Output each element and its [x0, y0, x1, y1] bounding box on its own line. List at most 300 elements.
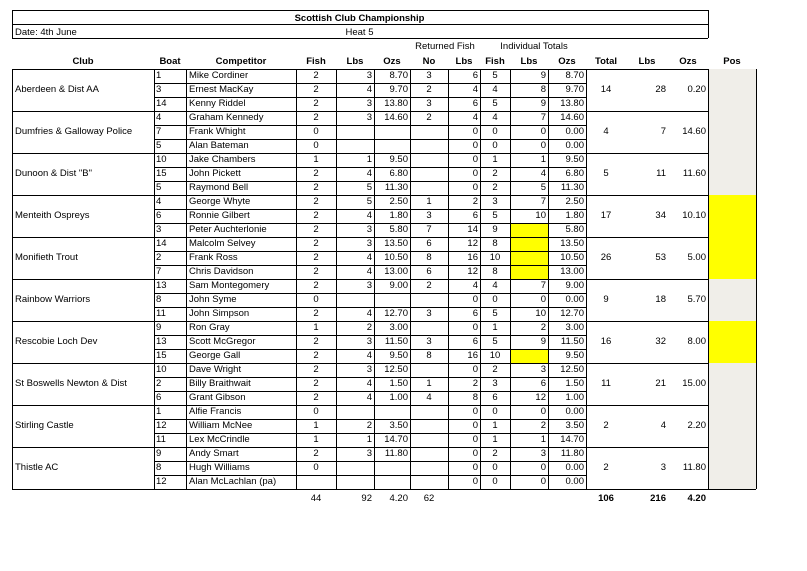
lbs-value: 3 — [366, 224, 372, 235]
pos-cell-bg — [708, 195, 756, 237]
individual-lbs: 0 — [540, 126, 546, 137]
individual-ozs: 0.00 — [565, 140, 584, 151]
club-total: 4 — [603, 126, 609, 137]
column-border — [186, 69, 187, 489]
ozs-value: 11.30 — [384, 182, 408, 193]
column-border — [480, 69, 481, 489]
returned-lbs: 6 — [472, 98, 478, 109]
boat-number: 12 — [156, 420, 167, 431]
club-total: 14 — [600, 84, 612, 95]
club-total-lbs: 53 — [655, 252, 666, 263]
individual-lbs: 0 — [540, 294, 546, 305]
competitor-name: Frank Ross — [189, 252, 238, 263]
fish-count: 1 — [313, 434, 319, 445]
row-border — [154, 335, 586, 336]
row-border — [154, 419, 586, 420]
competitor-name: John Syme — [189, 294, 237, 305]
returned-lbs: 14 — [467, 224, 478, 235]
ozs-value: 5.80 — [389, 224, 408, 235]
individual-fish: 4 — [492, 84, 498, 95]
individual-fish: 2 — [492, 168, 498, 179]
individual-fish: 10 — [489, 252, 501, 263]
right-border — [708, 10, 709, 38]
individual-ozs: 9.70 — [565, 84, 584, 95]
club-name: Monifieth Trout — [15, 252, 78, 263]
lbs-value: 4 — [366, 378, 372, 389]
returned-lbs: 8 — [472, 392, 478, 403]
row-border — [154, 433, 586, 434]
competitor-name: Alan McLachlan (pa) — [189, 476, 277, 487]
returned-count: 7 — [426, 224, 432, 235]
header-border — [12, 69, 756, 70]
club-total-lbs: 11 — [656, 168, 666, 179]
boat-number: 9 — [156, 448, 162, 459]
individual-fish: 2 — [492, 364, 498, 375]
ozs-value: 14.60 — [384, 112, 408, 123]
column-border — [154, 69, 155, 489]
competitor-name: George Whyte — [189, 196, 251, 207]
heat-border — [12, 38, 708, 39]
top-border — [12, 10, 708, 11]
fish-count: 2 — [313, 238, 319, 249]
club-total-lbs: 32 — [655, 336, 666, 347]
fish-count: 2 — [313, 196, 319, 207]
individual-lbs: 0 — [540, 140, 546, 151]
highlight-cell — [511, 266, 548, 279]
lbs-value: 4 — [366, 84, 372, 95]
returned-count: 3 — [426, 70, 432, 81]
returned-lbs: 0 — [472, 168, 478, 179]
individual-ozs: 10.50 — [560, 252, 584, 263]
returned-count: 6 — [426, 238, 432, 249]
grand-total-returned: 62 — [423, 493, 435, 504]
lbs-value: 4 — [366, 308, 372, 319]
returned-lbs: 16 — [467, 252, 478, 263]
boat-number: 4 — [156, 112, 162, 123]
club-total: 11 — [601, 378, 611, 389]
lbs-value: 3 — [366, 448, 372, 459]
lbs-value: 2 — [366, 420, 372, 431]
column-border — [448, 69, 449, 489]
club-total-lbs: 34 — [655, 210, 666, 221]
fish-count: 1 — [313, 154, 319, 165]
competitor-name: Hugh Williams — [189, 462, 250, 473]
individual-fish: 9 — [492, 224, 498, 235]
individual-fish: 3 — [492, 378, 498, 389]
left-border — [12, 10, 13, 38]
ozs-value: 10.50 — [384, 252, 408, 263]
lbs-value: 3 — [366, 336, 372, 347]
row-border — [154, 391, 586, 392]
competitor-name: John Pickett — [189, 168, 241, 179]
returned-lbs: 2 — [472, 378, 478, 389]
ozs-value: 13.00 — [384, 266, 408, 277]
ozs-value: 12.70 — [384, 308, 408, 319]
pos-cell-bg — [708, 321, 756, 363]
boat-number: 2 — [156, 252, 162, 263]
club-name: Dumfries & Galloway Police — [15, 126, 133, 137]
individual-ozs: 9.50 — [565, 350, 584, 361]
individual-fish: 5 — [492, 336, 498, 347]
returned-lbs: 6 — [472, 210, 478, 221]
returned-lbs: 12 — [467, 238, 478, 249]
individual-fish: 0 — [492, 476, 498, 487]
individual-ozs: 13.50 — [560, 238, 584, 249]
club-total: 16 — [600, 336, 612, 347]
ozs-value: 1.50 — [389, 378, 408, 389]
boat-number: 14 — [156, 238, 167, 249]
ozs-value: 1.80 — [389, 210, 408, 221]
fish-count: 0 — [313, 294, 319, 305]
fish-count: 2 — [313, 364, 319, 375]
club-total-ozs: 5.00 — [687, 252, 706, 263]
fish-count: 2 — [313, 266, 319, 277]
boat-number: 10 — [156, 364, 167, 375]
column-border — [410, 69, 411, 489]
row-border — [154, 307, 586, 308]
competitor-name: Billy Braithwait — [189, 378, 251, 389]
group-border — [12, 447, 756, 448]
returned-lbs: 6 — [472, 308, 478, 319]
individual-ozs: 3.00 — [565, 322, 584, 333]
ozs-value: 1.00 — [389, 392, 408, 403]
individual-lbs: 4 — [540, 168, 546, 179]
individual-ozs: 3.50 — [565, 420, 584, 431]
individual-fish: 4 — [492, 112, 498, 123]
club-name: Rescobie Loch Dev — [15, 336, 98, 347]
boat-number: 10 — [156, 154, 167, 165]
boat-number: 12 — [156, 476, 167, 487]
ozs-value: 9.00 — [389, 280, 408, 291]
club-total-ozs: 15.00 — [682, 378, 706, 389]
fish-count: 0 — [313, 406, 319, 417]
group-border — [12, 195, 756, 196]
lbs-value: 1 — [366, 434, 372, 445]
date-label: Date: 4th June — [15, 27, 77, 38]
lbs-value: 4 — [366, 168, 372, 179]
column-border — [510, 69, 511, 489]
row-border — [154, 139, 586, 140]
returned-lbs: 0 — [472, 126, 478, 137]
fish-count: 2 — [313, 168, 319, 179]
individual-lbs: 10 — [535, 308, 546, 319]
returned-lbs: 4 — [472, 112, 478, 123]
ozs-value: 11.50 — [384, 336, 408, 347]
returned-lbs: 0 — [472, 434, 478, 445]
boat-number: 7 — [156, 126, 162, 137]
individual-lbs: 9 — [540, 336, 546, 347]
column-header: Ozs — [558, 56, 576, 67]
ozs-value: 9.50 — [389, 154, 408, 165]
individual-ozs: 5.80 — [565, 224, 584, 235]
individual-fish: 2 — [492, 448, 498, 459]
individual-lbs: 10 — [535, 210, 546, 221]
individual-ozs: 0.00 — [565, 126, 584, 137]
club-total-ozs: 5.70 — [687, 294, 706, 305]
row-border — [154, 475, 586, 476]
boat-number: 14 — [156, 98, 167, 109]
club-total-ozs: 10.10 — [682, 210, 706, 221]
returned-count: 3 — [426, 210, 432, 221]
individual-ozs: 2.50 — [565, 196, 584, 207]
boat-number: 11 — [156, 434, 166, 445]
competitor-name: George Gall — [189, 350, 241, 361]
individual-fish: 10 — [489, 350, 501, 361]
individual-lbs: 7 — [540, 196, 546, 207]
boat-number: 5 — [156, 140, 162, 151]
lbs-value: 2 — [366, 322, 372, 333]
pos-cell-bg — [708, 447, 756, 489]
fish-count: 0 — [313, 462, 319, 473]
lbs-value: 3 — [366, 112, 372, 123]
highlight-cell — [511, 252, 548, 265]
individual-ozs: 11.50 — [560, 336, 584, 347]
individual-fish: 0 — [492, 140, 498, 151]
ozs-value: 6.80 — [389, 168, 408, 179]
column-header: Ozs — [383, 56, 401, 67]
right-border — [756, 69, 757, 489]
group-border — [12, 153, 756, 154]
lbs-value: 4 — [366, 266, 372, 277]
individual-ozs: 11.30 — [560, 182, 584, 193]
row-border — [154, 461, 586, 462]
returned-count: 2 — [426, 280, 432, 291]
club-total-ozs: 11.60 — [682, 168, 706, 179]
competitor-name: Graham Kennedy — [189, 112, 264, 123]
column-header: Pos — [723, 56, 741, 67]
pos-cell-bg — [708, 405, 756, 447]
individual-fish: 5 — [492, 210, 498, 221]
individual-ozs: 1.80 — [565, 210, 584, 221]
returned-count: 8 — [426, 350, 432, 361]
fish-count: 2 — [313, 210, 319, 221]
grand-total-club-ozs: 4.20 — [687, 493, 706, 504]
individual-ozs: 11.80 — [560, 448, 584, 459]
returned-fish-header: Returned Fish — [415, 41, 475, 52]
returned-lbs: 0 — [472, 182, 478, 193]
individual-lbs: 0 — [540, 406, 546, 417]
boat-number: 4 — [156, 196, 162, 207]
lbs-value: 4 — [366, 392, 372, 403]
competitor-name: Andy Smart — [189, 448, 239, 459]
individual-ozs: 13.00 — [560, 266, 584, 277]
fish-count: 2 — [313, 308, 319, 319]
returned-lbs: 0 — [472, 448, 478, 459]
individual-fish: 0 — [492, 294, 498, 305]
lbs-value: 4 — [366, 210, 372, 221]
club-total-lbs: 21 — [655, 378, 666, 389]
returned-count: 4 — [426, 392, 432, 403]
column-border — [374, 69, 375, 489]
fish-count: 1 — [313, 420, 319, 431]
club-total-ozs: 0.20 — [687, 84, 706, 95]
boat-number: 15 — [156, 350, 167, 361]
individual-ozs: 14.70 — [560, 434, 584, 445]
highlight-cell — [511, 224, 548, 237]
individual-fish: 1 — [492, 154, 498, 165]
club-name: Menteith Ospreys — [15, 210, 90, 221]
lbs-value: 4 — [366, 350, 372, 361]
competitor-name: Sam Montegomery — [189, 280, 270, 291]
returned-lbs: 0 — [472, 294, 478, 305]
individual-fish: 0 — [492, 462, 498, 473]
column-border — [296, 69, 297, 489]
club-name: Thistle AC — [15, 462, 59, 473]
returned-lbs: 0 — [472, 476, 478, 487]
club-name: Rainbow Warriors — [15, 294, 91, 305]
column-header: Fish — [306, 56, 326, 67]
individual-lbs: 7 — [540, 112, 546, 123]
boat-number: 15 — [156, 168, 167, 179]
returned-count: 8 — [426, 252, 432, 263]
competitor-name: Alan Bateman — [189, 140, 249, 151]
individual-fish: 4 — [492, 280, 498, 291]
row-border — [154, 293, 586, 294]
left-border — [12, 69, 13, 489]
ozs-value: 12.50 — [384, 364, 408, 375]
column-header: Boat — [159, 56, 181, 67]
lbs-value: 3 — [366, 70, 372, 81]
club-total: 5 — [603, 168, 609, 179]
boat-number: 6 — [156, 210, 162, 221]
ozs-value: 2.50 — [389, 196, 408, 207]
individual-lbs: 3 — [540, 448, 546, 459]
fish-count: 2 — [313, 70, 319, 81]
individual-fish: 5 — [492, 70, 498, 81]
competitor-name: Mike Cordiner — [189, 70, 249, 81]
individual-totals-header: Individual Totals — [500, 41, 568, 52]
fish-count: 2 — [313, 280, 319, 291]
competitor-name: Frank Whight — [189, 126, 246, 137]
returned-count: 3 — [426, 98, 432, 109]
club-name: St Boswells Newton & Dist — [15, 378, 127, 389]
individual-lbs: 12 — [535, 392, 546, 403]
fish-count: 2 — [313, 98, 319, 109]
individual-lbs: 9 — [540, 98, 546, 109]
club-name: Dunoon & Dist "B" — [15, 168, 92, 179]
individual-lbs: 1 — [540, 154, 546, 165]
column-border — [586, 69, 587, 489]
fish-count: 2 — [313, 336, 319, 347]
column-header: Lbs — [520, 56, 538, 67]
highlight-cell — [511, 350, 548, 363]
returned-lbs: 0 — [472, 406, 478, 417]
returned-count: 2 — [426, 112, 432, 123]
returned-lbs: 4 — [472, 84, 478, 95]
lbs-value: 3 — [366, 364, 372, 375]
club-total-lbs: 18 — [655, 294, 666, 305]
returned-lbs: 16 — [467, 350, 478, 361]
column-header: Fish — [485, 56, 505, 67]
individual-fish: 1 — [492, 420, 498, 431]
column-header: Total — [595, 56, 617, 67]
ozs-value: 9.50 — [389, 350, 408, 361]
row-border — [154, 377, 586, 378]
returned-lbs: 6 — [472, 70, 478, 81]
fish-count: 2 — [313, 112, 319, 123]
club-total-ozs: 8.00 — [687, 336, 706, 347]
individual-fish: 6 — [492, 392, 498, 403]
individual-lbs: 3 — [540, 364, 546, 375]
group-border — [12, 405, 756, 406]
club-total: 2 — [603, 420, 609, 431]
pos-left-border — [708, 69, 709, 489]
individual-ozs: 0.00 — [565, 462, 584, 473]
group-border — [12, 237, 756, 238]
club-total: 2 — [603, 462, 609, 473]
boat-number: 13 — [156, 336, 167, 347]
competitor-name: Scott McGregor — [189, 336, 256, 347]
individual-ozs: 0.00 — [565, 406, 584, 417]
returned-count: 6 — [426, 266, 432, 277]
individual-fish: 3 — [492, 196, 498, 207]
individual-ozs: 0.00 — [565, 294, 584, 305]
fish-count: 2 — [313, 448, 319, 459]
club-total-lbs: 28 — [655, 84, 666, 95]
boat-number: 13 — [156, 280, 167, 291]
boat-number: 2 — [156, 378, 162, 389]
sheet-title: Scottish Club Championship — [294, 13, 425, 24]
competitor-name: Jake Chambers — [189, 154, 256, 165]
boat-number: 8 — [156, 294, 162, 305]
boat-number: 5 — [156, 182, 162, 193]
group-border — [12, 489, 756, 490]
grand-total-club-lbs: 216 — [650, 493, 666, 504]
grand-total-ozs: 4.20 — [389, 493, 408, 504]
individual-fish: 5 — [492, 98, 498, 109]
individual-ozs: 8.70 — [565, 70, 584, 81]
competitor-name: Ron Gray — [189, 322, 230, 333]
returned-count: 2 — [426, 84, 432, 95]
competitor-name: Malcolm Selvey — [189, 238, 256, 249]
individual-lbs: 0 — [540, 476, 546, 487]
row-border — [154, 97, 586, 98]
returned-lbs: 2 — [472, 196, 478, 207]
ozs-value: 9.70 — [389, 84, 408, 95]
club-total: 26 — [600, 252, 612, 263]
group-border — [12, 321, 756, 322]
club-total: 9 — [603, 294, 609, 305]
fish-count: 2 — [313, 84, 319, 95]
column-header: Lbs — [346, 56, 364, 67]
row-border — [154, 125, 586, 126]
column-header: Lbs — [455, 56, 473, 67]
individual-fish: 0 — [492, 126, 498, 137]
individual-fish: 8 — [492, 266, 498, 277]
column-border — [336, 69, 337, 489]
row-border — [154, 209, 586, 210]
lbs-value: 5 — [366, 196, 372, 207]
ozs-value: 8.70 — [389, 70, 408, 81]
pos-cell-bg — [708, 153, 756, 195]
ozs-value: 3.50 — [389, 420, 408, 431]
competitor-name: Dave Wright — [189, 364, 242, 375]
ozs-value: 14.70 — [384, 434, 408, 445]
club-total-lbs: 7 — [660, 126, 666, 137]
pos-cell-bg — [708, 279, 756, 321]
returned-lbs: 4 — [472, 280, 478, 291]
grand-total: 106 — [598, 493, 614, 504]
individual-lbs: 2 — [540, 322, 546, 333]
fish-count: 0 — [313, 126, 319, 137]
individual-fish: 1 — [492, 434, 498, 445]
returned-lbs: 12 — [467, 266, 478, 277]
club-total-ozs: 14.60 — [682, 126, 706, 137]
lbs-value: 3 — [366, 280, 372, 291]
lbs-value: 3 — [366, 238, 372, 249]
individual-fish: 0 — [492, 406, 498, 417]
pos-cell-bg — [708, 237, 756, 279]
